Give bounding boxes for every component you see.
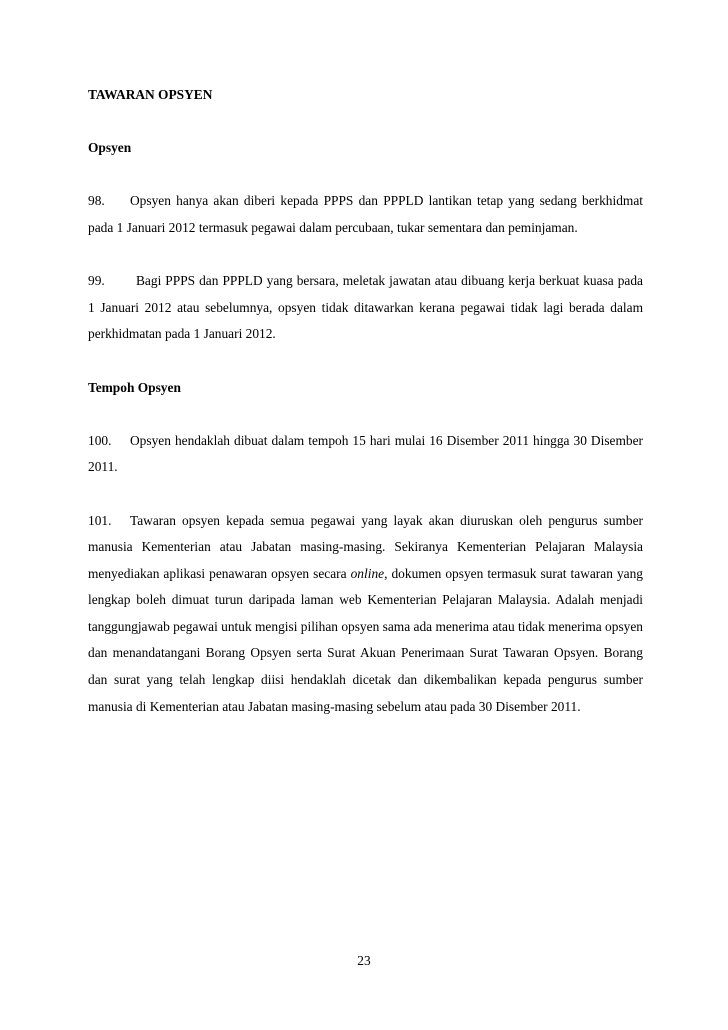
section-heading-tempoh-opsyen: Tempoh Opsyen bbox=[88, 379, 181, 395]
paragraph-text: Bagi PPPS dan PPPLD yang bersara, meletak jawatan atau dibuang kerja berkuat kuasa pada 1 Januari 2012 atau sebelumnya, opsyen tidak ditawarkan kerana pegawai tidak lagi berada dalam perkhidmatan pada 1 Januari 2012. bbox=[88, 273, 643, 342]
paragraph-number: 99. bbox=[88, 273, 105, 289]
paragraph-number: 98. bbox=[88, 193, 105, 209]
document-title: TAWARAN OPSYEN bbox=[88, 87, 213, 102]
paragraph-text: Opsyen hanya akan diberi kepada PPPS dan PPPLD lantikan tetap yang sedang berkhidmat pada 1 Januari 2012 termasuk pegawai dalam percubaan, tukar sementara dan peminjaman. bbox=[88, 193, 643, 235]
paragraph-text-italic: online bbox=[350, 565, 385, 581]
section-heading-opsyen: Opsyen bbox=[88, 140, 132, 156]
paragraph-100 bbox=[88, 428, 643, 481]
paragraph-text: , dokumen opsyen termasuk surat tawaran yang lengkap boleh dimuat turun daripada laman web Kementerian Pelajaran Malaysia. Adalah menjadi tanggungjawab pegawai untuk mengisi pilihan opsyen sama ada menerima atau tidak menerima opsyen dan menandatangani Borang Opsyen serta Surat Akuan Penerimaan Surat Tawaran Opsyen. Borang dan surat yang telah lengkap diisi hendaklah dicetak dan dikembalikan kepada pengurus sumber manusia di Kementerian atau Jabatan masing-masing sebelum atau pada 30 Disember 2011. bbox=[88, 565, 643, 714]
paragraph-98 bbox=[88, 188, 643, 241]
paragraph-text: Tawaran opsyen kepada semua pegawai yang layak akan diuruskan oleh pengurus sumber manusia Kementerian atau Jabatan masing-masing. Sekiranya Kementerian Pelajaran Malaysia menyediakan aplikasi penawaran opsyen secara bbox=[88, 512, 643, 581]
paragraph-number: 101. bbox=[88, 512, 112, 528]
page-number: 23 bbox=[357, 953, 371, 968]
paragraph-number: 100. bbox=[88, 432, 112, 448]
document-body bbox=[88, 82, 643, 747]
paragraph-101 bbox=[88, 508, 643, 721]
paragraph-99 bbox=[88, 268, 643, 348]
paragraph-text: Opsyen hendaklah dibuat dalam tempoh 15 hari mulai 16 Disember 2011 hingga 30 Disember 2011. bbox=[88, 432, 643, 475]
